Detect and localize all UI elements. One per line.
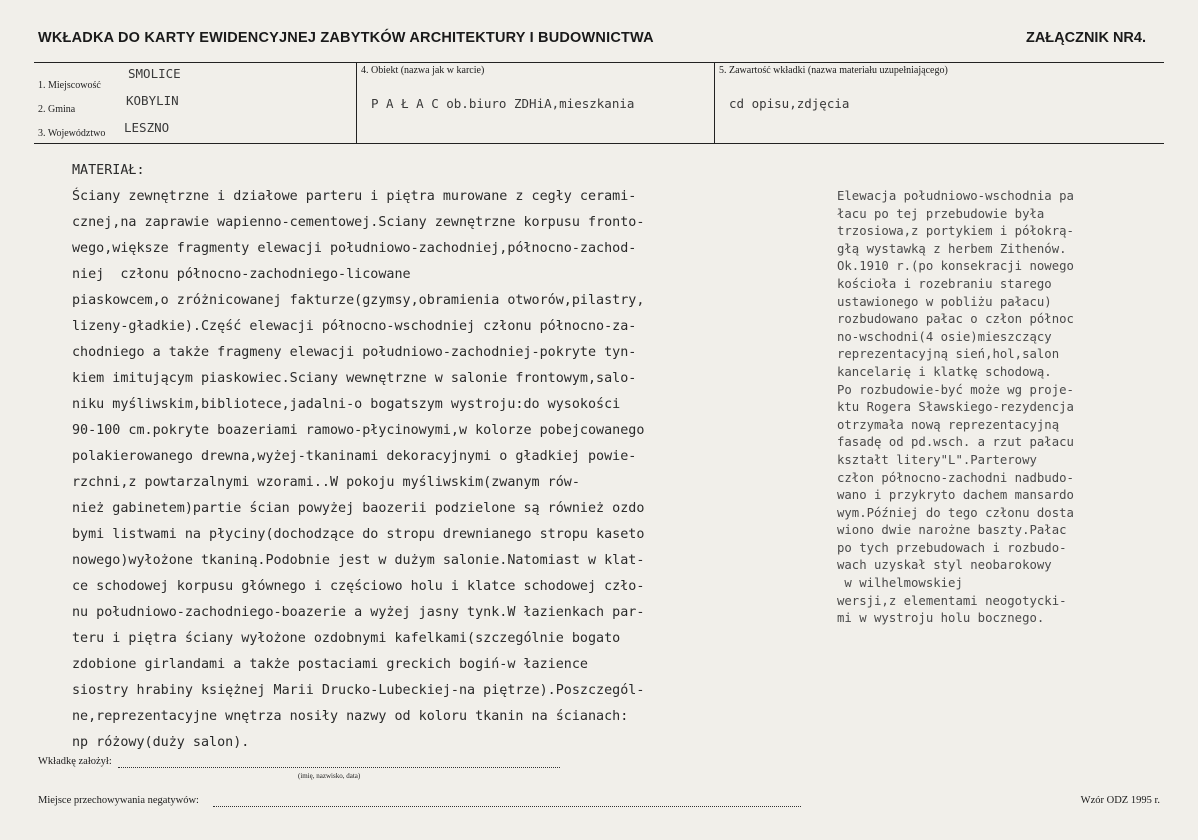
side-line: wano i przykryto dachem mansardo [837, 488, 1074, 503]
side-line: reprezentacyjną sień,hol,salon [837, 347, 1060, 362]
body-line: chodniego a także fragmeny elewacji południowo-zachodniej-pokryte tyn- [72, 345, 637, 360]
zawartosc-label: 5. Zawartość wkładki (nazwa materiału uzupełniającego) [719, 65, 948, 76]
body-line: ce schodowej korpusu głównego i częściowo holu i klatce schodowej czło- [72, 579, 645, 594]
body-line: nież gabinetem)partie ścian powyżej baozerii podzielone są również ozdo [72, 501, 645, 516]
gmina-label: 2. Gmina [38, 104, 76, 115]
body-line: nu południowo-zachodniego-boazerie a wyżej jasny tynk.W łazienkach par- [72, 605, 645, 620]
body-line: kiem imitującym piaskowiec.Sciany wewnętrzne w salonie frontowym,salo- [72, 371, 637, 386]
side-line: Po rozbudowie-być może wg proje- [837, 382, 1074, 397]
side-line: mi w wystroju holu bocznego. [837, 611, 1045, 626]
side-line: ustawionego w pobliżu pałacu) [837, 294, 1052, 309]
miejscowosc-label: 1. Miejscowość [38, 80, 101, 91]
table-top-border [34, 62, 1164, 63]
body-line: cznej,na zaprawie wapienno-cementowej.Sciany zewnętrzne korpusu fronto- [72, 215, 645, 230]
body-line: siostry hrabiny księżnej Marii Drucko-Lubeckiej-na piętrze).Poszczegól- [72, 683, 645, 698]
body-line: lizeny-gładkie).Część elewacji północno-wschodniej członu północno-za- [72, 319, 637, 334]
body-line: wego,większe fragmenty elewacji południowo-zachodniej,północno-zachod- [72, 241, 637, 256]
side-line: Ok.1910 r.(po konsekracji nowego [837, 259, 1074, 274]
body-line: bymi listwami na płyciny(dochodzące do stropu drewnianego stropu kaseto [72, 527, 645, 542]
obiekt-label: 4. Obiekt (nazwa jak w karcie) [361, 65, 485, 76]
wojewodztwo-label: 3. Województwo [38, 128, 106, 139]
side-line: wiono dwie narożne baszty.Pałac [837, 523, 1067, 538]
table-bottom-border [34, 143, 1164, 144]
form-version: Wzór ODZ 1995 r. [1080, 795, 1160, 806]
miejsce-line [213, 806, 801, 807]
body-line: np różowy(duży salon). [72, 735, 250, 750]
material-description [72, 158, 812, 756]
body-line: niej członu północno-zachodniego-licowane [72, 267, 411, 282]
body-line: teru i piętra ściany wyłożone ozdobnymi kafelkami(szczególnie bogato [72, 631, 621, 646]
zawartosc-value: cd opisu,zdjęcia [729, 96, 850, 111]
obiekt-value: P A Ł A C ob.biuro ZDHiA,mieszkania [371, 96, 635, 111]
table-divider-1 [356, 62, 357, 143]
side-line: w wilhelmowskiej [837, 576, 963, 591]
side-line: rozbudowano pałac o człon północ [837, 312, 1074, 327]
miejsce-label: Miejsce przechowywania negatywów: [38, 795, 199, 806]
side-line: wach uzyskał styl neobarokowy [837, 558, 1052, 573]
body-line: polakierowanego drewna,wyżej-tkaninami dekoracyjnymi o gładkiej powie- [72, 449, 637, 464]
side-line: kancelarię i klatkę schodową. [837, 364, 1052, 379]
side-line: kościoła i rozebraniu starego [837, 276, 1052, 291]
gmina-value: KOBYLIN [126, 93, 179, 108]
body-line: zdobione girlandami a także postaciami greckich bogiń-w łazience [72, 657, 588, 672]
side-line: no-wschodni(4 osie)mieszczący [837, 329, 1052, 344]
side-line: kształt litery"L".Parterowy [837, 452, 1037, 467]
side-line: Elewacja południowo-wschodnia pa [837, 189, 1074, 203]
side-line: wersji,z elementami neogotycki- [837, 593, 1067, 608]
annex-number: ZAŁĄCZNIK NR4. [1025, 30, 1146, 46]
body-line: Ściany zewnętrzne i działowe parteru i piętra murowane z cegły cerami- [72, 189, 637, 204]
document-title: WKŁADKA DO KARTY EWIDENCYJNEJ ZABYTKÓW ARCHITEKTURY I BUDOWNICTWA [38, 30, 654, 46]
body-line: rzchni,z powtarzalnymi wzorami..W pokoju myśliwskim(zwanym rów- [72, 475, 580, 490]
side-line: otrzymała nową reprezentacyjną [837, 417, 1060, 432]
side-description [837, 188, 1137, 628]
body-line: nowego)wyłożone tkaniną.Podobnie jest w dużym salonie.Natomiast w klat- [72, 553, 645, 568]
wkladke-signature-line [118, 767, 560, 768]
wojewodztwo-value: LESZNO [124, 120, 170, 135]
side-line: człon północno-zachodni nadbudo- [837, 470, 1074, 485]
body-line: ne,reprezentacyjne wnętrza nosiły nazwy od koloru tkanin na ścianach: [72, 709, 629, 724]
side-line: ktu Rogera Sławskiego-rezydencja [837, 400, 1074, 415]
table-divider-2 [714, 62, 715, 143]
material-heading: MATERIAŁ: [72, 163, 145, 178]
side-line: wym.Później do tego członu dosta [837, 505, 1074, 520]
side-line: trzosiowa,z portykiem i półokrą- [837, 224, 1074, 239]
wkladke-label: Wkładkę założył: [38, 756, 112, 767]
miejscowosc-value: SMOLICE [128, 66, 181, 81]
side-line: głą wystawką z herbem Zithenów. [837, 241, 1067, 256]
body-line: 90-100 cm.pokryte boazeriami ramowo-płycinowymi,w kolorze pobejcowanego [72, 423, 645, 438]
side-line: łacu po tej przebudowie była [837, 206, 1045, 221]
body-line: niku myśliwskim,bibliotece,jadalni-o bogatszym wystroju:do wysokości [72, 397, 621, 412]
side-line: fasadę od pd.wsch. a rzut pałacu [837, 435, 1074, 450]
wkladke-hint: (imię, nazwisko, data) [298, 772, 361, 780]
side-line: po tych przebudowach i rozbudo- [837, 540, 1067, 555]
body-line: piaskowcem,o zróżnicowanej fakturze(gzymsy,obramienia otworów,pilastry, [72, 293, 645, 308]
